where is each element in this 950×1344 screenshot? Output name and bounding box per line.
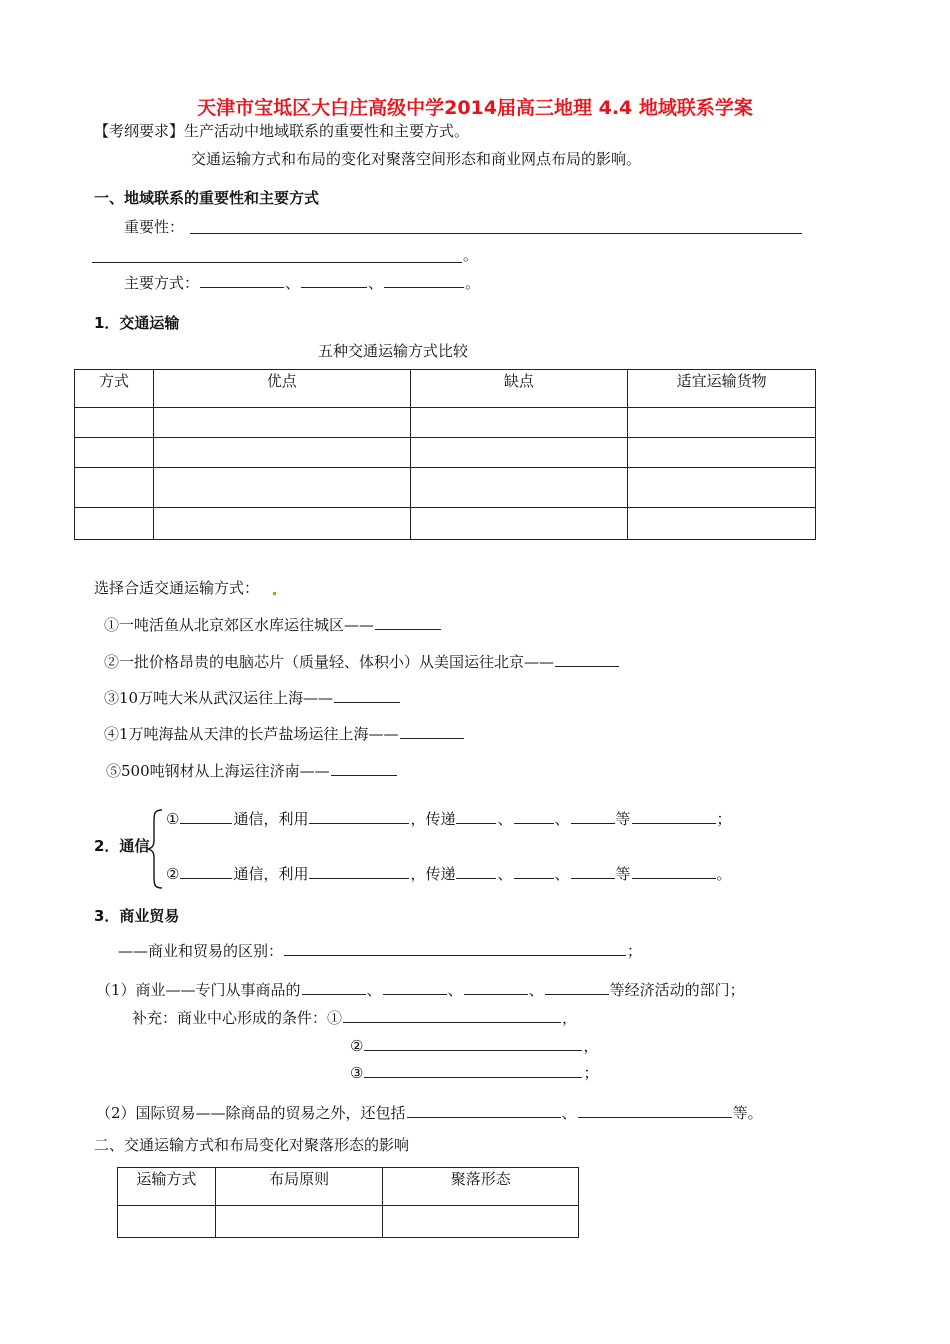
table-cell[interactable] — [75, 508, 154, 540]
importance-blank-1[interactable] — [190, 233, 802, 234]
transport-item-3 — [104, 687, 401, 708]
condition-end-3: ； — [583, 1064, 599, 1082]
trade-diff-label: ——商业和贸易的区别： — [118, 942, 284, 960]
condition-blank-1[interactable] — [343, 1007, 561, 1023]
transport-heading: 1．交通运输 — [94, 314, 180, 332]
table-cell[interactable] — [628, 468, 816, 508]
table-cell[interactable] — [75, 468, 154, 508]
transport-item-1 — [104, 614, 442, 635]
commerce-end: 等经济活动的部门； — [609, 981, 745, 999]
comm-row-1-end: ； — [716, 810, 732, 828]
importance-blank-2[interactable] — [92, 262, 462, 263]
commerce-row — [96, 979, 745, 1000]
table-cell[interactable] — [628, 408, 816, 438]
table-row — [118, 1206, 579, 1238]
col-header-method: 方式 — [75, 370, 154, 408]
settlement-table — [117, 1167, 579, 1238]
comm-heading: 2．通信 — [94, 837, 150, 855]
comm-row-1-num: ① — [166, 810, 180, 828]
transport-item-5-text: ⑤500吨钢材从上海运往济南—— — [106, 762, 330, 780]
table-cell[interactable] — [410, 468, 628, 508]
intl-trade-blank-2[interactable] — [578, 1102, 732, 1118]
transport-item-5-blank[interactable] — [331, 760, 397, 776]
comm-row-2-blank-1[interactable] — [456, 863, 496, 879]
transport-prompt: 选择合适交通运输方式： — [94, 579, 260, 597]
transport-item-2-blank[interactable] — [555, 651, 619, 667]
comm-row-2-sep-2: 、 — [554, 865, 570, 883]
condition-blank-2[interactable] — [364, 1035, 582, 1051]
comm-row-2 — [166, 863, 732, 884]
comm-row-1-text-b: ，传递 — [410, 810, 456, 828]
comm-row-2-text-c: 等 — [615, 865, 631, 883]
importance-end: 。 — [463, 246, 479, 264]
method-sep-1: 、 — [285, 274, 301, 292]
transport-table — [74, 369, 816, 540]
table-cell[interactable] — [410, 438, 628, 468]
commerce-sep-3: 、 — [528, 981, 544, 999]
outline-line-2: 交通运输方式和布局的变化对聚落空间形态和商业网点布局的影响。 — [191, 150, 642, 168]
comm-row-1-text-c: 等 — [615, 810, 631, 828]
outline-line-1: 生产活动中地域联系的重要性和主要方式。 — [184, 122, 470, 140]
comm-row-1-sep-2: 、 — [554, 810, 570, 828]
methods-label: 主要方式： — [124, 274, 200, 292]
condition-num-3: ③ — [350, 1064, 364, 1082]
comm-row-1-blank-1[interactable] — [456, 808, 496, 824]
comm-row-1-means-blank[interactable] — [309, 808, 409, 824]
comm-row-2-means-blank[interactable] — [309, 863, 409, 879]
condition-blank-3[interactable] — [364, 1062, 582, 1078]
comm-row-1-text-a: 通信，利用 — [233, 810, 309, 828]
col-header-layout-principle: 布局原则 — [215, 1168, 383, 1206]
transport-item-5 — [106, 760, 398, 781]
comm-row-1-blank-3[interactable] — [571, 808, 615, 824]
table-cell[interactable] — [410, 508, 628, 540]
commerce-blank-1[interactable] — [302, 979, 366, 995]
col-header-settlement-form: 聚落形态 — [383, 1168, 579, 1206]
table-cell[interactable] — [75, 438, 154, 468]
comm-row-2-blank-4[interactable] — [632, 863, 716, 879]
transport-item-4 — [104, 723, 465, 744]
comm-row-2-end: 。 — [716, 865, 732, 883]
condition-num-2: ② — [350, 1037, 364, 1055]
table-row — [75, 438, 816, 468]
transport-table-title: 五种交通运输方式比较 — [318, 342, 469, 360]
comm-row-2-text-b: ，传递 — [410, 865, 456, 883]
table-cell[interactable] — [153, 408, 410, 438]
mark-dot — [273, 592, 276, 595]
brace-icon — [146, 808, 164, 890]
method-end: 。 — [465, 274, 481, 292]
commerce-blank-2[interactable] — [383, 979, 447, 995]
transport-item-1-text: ①一吨活鱼从北京郊区水库运往城区—— — [104, 616, 375, 634]
condition-end-1: ， — [562, 1009, 578, 1027]
table-cell[interactable] — [628, 438, 816, 468]
table-row — [75, 408, 816, 438]
comm-row-2-blank-2[interactable] — [514, 863, 554, 879]
supplement-label: 补充：商业中心形成的条件： — [132, 1009, 328, 1027]
comm-row-2-blank-3[interactable] — [571, 863, 615, 879]
document-title: 天津市宝坻区大白庄高级中学2014届高三地理 4.4 地域联系学案 — [197, 97, 753, 119]
method-sep-2: 、 — [368, 274, 384, 292]
method-blank-3[interactable] — [384, 272, 464, 288]
comm-row-1-type-blank[interactable] — [180, 808, 232, 824]
table-cell[interactable] — [75, 408, 154, 438]
comm-row-2-sep-1: 、 — [497, 865, 513, 883]
intl-trade-end: 等。 — [732, 1104, 763, 1122]
section2-heading: 二、交通运输方式和布局变化对聚落形态的影响 — [94, 1136, 410, 1154]
table-row — [75, 468, 816, 508]
outline-label: 【考纲要求】 — [94, 122, 185, 140]
commerce-blank-4[interactable] — [545, 979, 609, 995]
intl-trade-sep: 、 — [561, 1104, 577, 1122]
supplement-row-1 — [132, 1007, 577, 1028]
methods-row — [124, 272, 480, 293]
intl-trade-row — [96, 1102, 763, 1123]
intl-trade-label: （2）国际贸易——除商品的贸易之外，还包括 — [96, 1104, 406, 1122]
col-header-disadvantages: 缺点 — [410, 370, 628, 408]
condition-end-2: ， — [583, 1037, 599, 1055]
comm-row-1-blank-2[interactable] — [514, 808, 554, 824]
trade-diff-blank[interactable] — [284, 940, 626, 956]
transport-item-2 — [104, 651, 620, 672]
section1-heading: 一、地域联系的重要性和主要方式 — [94, 189, 320, 207]
comm-row-2-type-blank[interactable] — [180, 863, 232, 879]
table-cell[interactable] — [153, 508, 410, 540]
table-cell[interactable] — [628, 508, 816, 540]
comm-row-1-sep-1: 、 — [497, 810, 513, 828]
method-blank-1[interactable] — [200, 272, 284, 288]
supplement-row-3 — [350, 1062, 598, 1083]
table-cell[interactable] — [118, 1206, 216, 1238]
col-header-transport-mode: 运输方式 — [118, 1168, 216, 1206]
comm-row-2-text-a: 通信，利用 — [233, 865, 309, 883]
outline-requirement — [94, 121, 469, 141]
transport-item-4-blank[interactable] — [400, 723, 464, 739]
transport-item-1-blank[interactable] — [375, 614, 441, 630]
commerce-label: （1）商业——专门从事商品的 — [96, 981, 301, 999]
comm-row-1-blank-4[interactable] — [632, 808, 716, 824]
method-blank-2[interactable] — [301, 272, 367, 288]
transport-item-3-text: ③10万吨大米从武汉运往上海—— — [104, 689, 334, 707]
col-header-advantages: 优点 — [153, 370, 410, 408]
col-header-suitable-goods: 适宜运输货物 — [628, 370, 816, 408]
importance-label: 重要性： — [124, 218, 185, 236]
comm-row-2-num: ② — [166, 865, 180, 883]
supplement-row-2 — [350, 1035, 598, 1056]
intl-trade-blank-1[interactable] — [407, 1102, 561, 1118]
table-cell[interactable] — [215, 1206, 383, 1238]
table-cell[interactable] — [153, 438, 410, 468]
condition-num-1: ① — [327, 1009, 343, 1027]
comm-row-1 — [166, 808, 732, 829]
trade-heading: 3．商业贸易 — [94, 907, 180, 925]
trade-diff-row — [118, 940, 642, 961]
table-cell[interactable] — [410, 408, 628, 438]
commerce-blank-3[interactable] — [464, 979, 528, 995]
table-cell[interactable] — [153, 468, 410, 508]
table-cell[interactable] — [383, 1206, 579, 1238]
trade-diff-end: ； — [627, 942, 643, 960]
transport-item-2-text: ②一批价格昂贵的电脑芯片（质量轻、体积小）从美国运往北京—— — [104, 653, 555, 671]
commerce-sep-2: 、 — [447, 981, 463, 999]
table-row — [75, 508, 816, 540]
transport-item-3-blank[interactable] — [334, 687, 400, 703]
transport-item-4-text: ④1万吨海盐从天津的长芦盐场运往上海—— — [104, 725, 399, 743]
commerce-sep-1: 、 — [366, 981, 382, 999]
